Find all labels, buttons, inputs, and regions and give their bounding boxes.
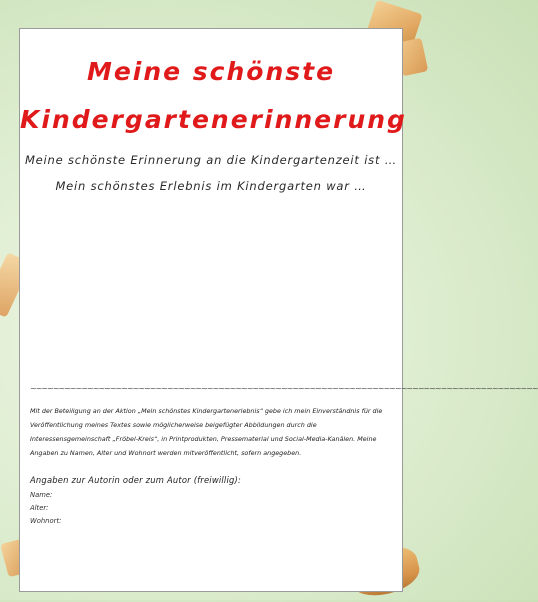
tilde-divider: ~~~~~~~~~~~~~~~~~~~~~~~~~~~~~~~~~~~~~~~~~~~~~~~~~~~~~~~~~~~~~~~~~~~~~~~~~~~~~~~~~~~~~~~~~ [30,384,538,393]
age-field-label: Alter: [30,504,49,512]
consent-text: Mit der Beteiligung an der Aktion „Mein schönstes Kindergartenerlebnis“ gebe ich mein Einverständnis für die Veröffentlichung meines Textes sowie möglicherweise beigefügter Abbildungen durch die Interessensgemeinschaft „Fröbel-Kreis“, in Printprodukten, Pressematerial und Social-Media-Kanälen. Meine Angaben zu Namen, Alter und Wohnort werden mitveröffentlicht, sofern angegeben. [30,407,383,457]
author-info-heading: Angaben zur Autorin oder zum Autor (freiwillig): [30,475,241,485]
name-field-label: Name: [30,491,53,499]
title-line-2: Kindergartenerinnerung [20,105,407,134]
prompt-memory: Meine schönste Erinnerung an die Kindergartenzeit ist … [24,153,398,167]
worksheet-paper [19,28,538,592]
title-line-1: Meine schönste [86,57,336,86]
place-field-label: Wohnort: [30,517,62,525]
prompt-experience: Mein schönstes Erlebnis im Kindergarten war … [55,179,367,193]
